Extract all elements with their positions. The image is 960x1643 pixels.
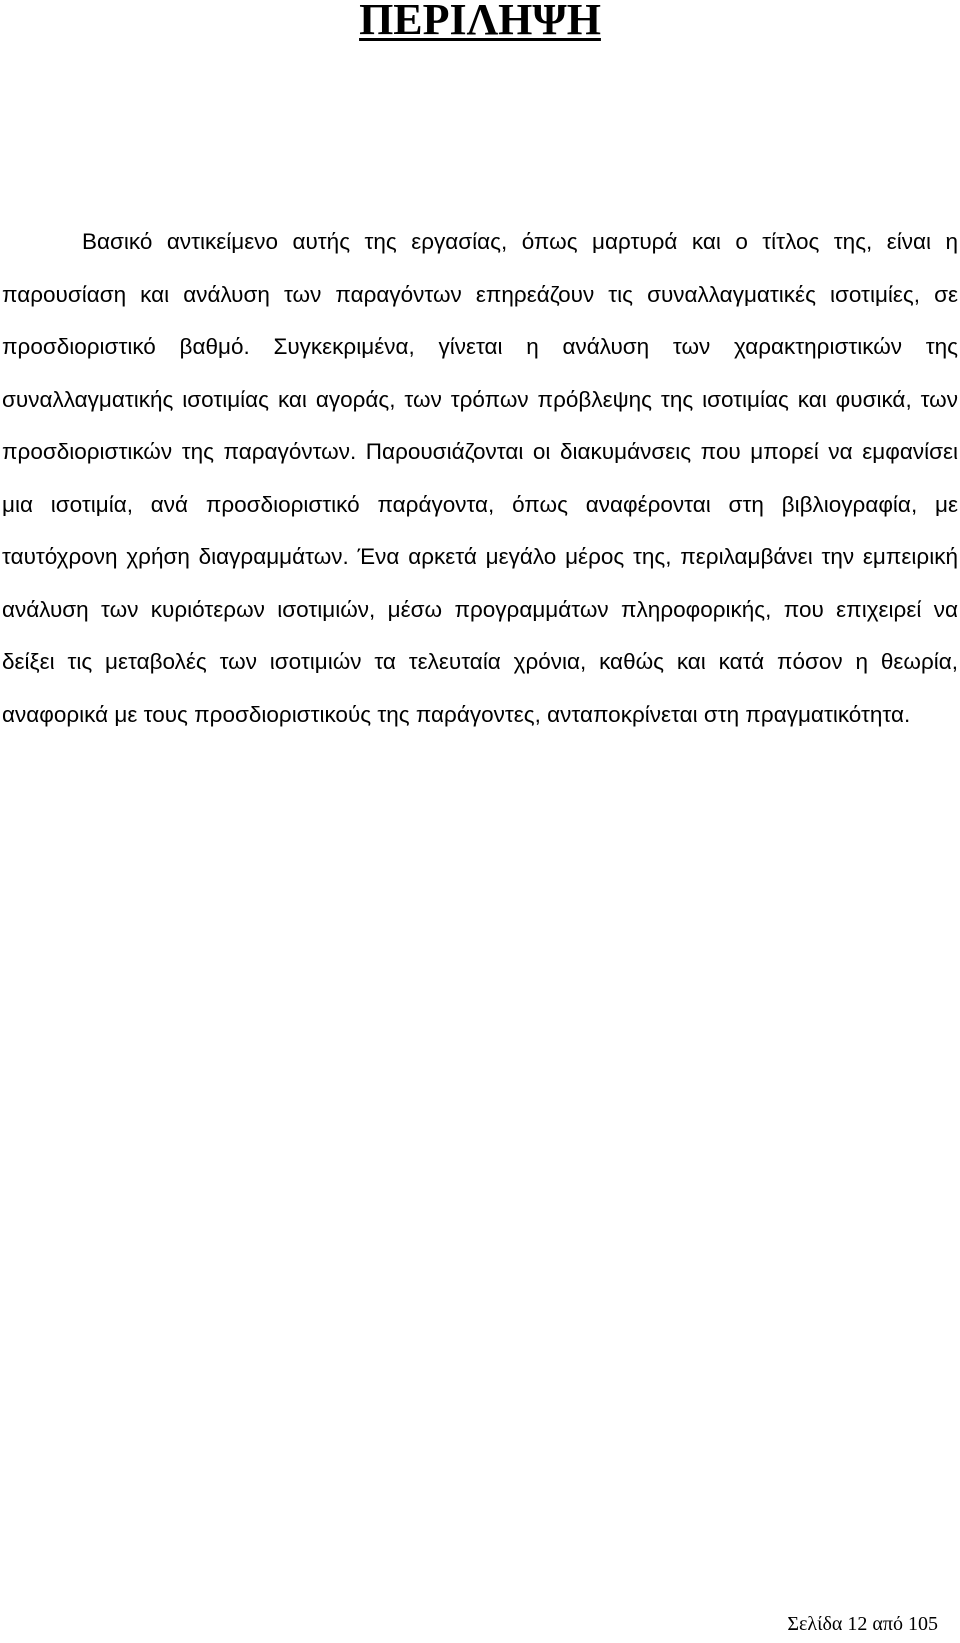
page-number: Σελίδα 12 από 105 [787,1613,938,1635]
page-title-text: ΠΕΡΙΛΗΨΗ [359,0,601,44]
page-title [0,0,960,46]
abstract-paragraph: Βασικό αντικείμενο αυτής της εργασίας, όπως μαρτυρά και ο τίτλος της, είναι η παρουσίαση και ανάλυση των παραγόντων επηρεάζουν τις συναλλαγματικές ισοτιμίες, σε προσδιοριστικό βαθμό. Συγκεκριμένα, γίνεται η ανάλυση των χαρακτηριστικών της συναλλαγματικής ισοτιμίας και αγοράς, των τρόπων πρόβλεψης της ισοτιμίας και φυσικά, των προσδιοριστικών της παραγόντων. Παρουσιάζονται οι διακυμάνσεις που μπορεί να εμφανίσει μια ισοτιμία, ανά προσδιοριστικό παράγοντα, όπως αναφέρονται στη βιβλιογραφία, με ταυτόχρονη χρήση διαγραμμάτων. Ένα αρκετά μεγάλο μέρος της, περιλαμβάνει την εμπειρική ανάλυση των κυριότερων ισοτιμιών, μέσω προγραμμάτων πληροφορικής, που επιχειρεί να δείξει τις μεταβολές των ισοτιμιών τα τελευταία χρόνια, καθώς και κατά πόσον η θεωρία, αναφορικά με τους προσδιοριστικούς της παράγοντες, ανταποκρίνεται στη πραγματικότητα. [2,229,958,727]
